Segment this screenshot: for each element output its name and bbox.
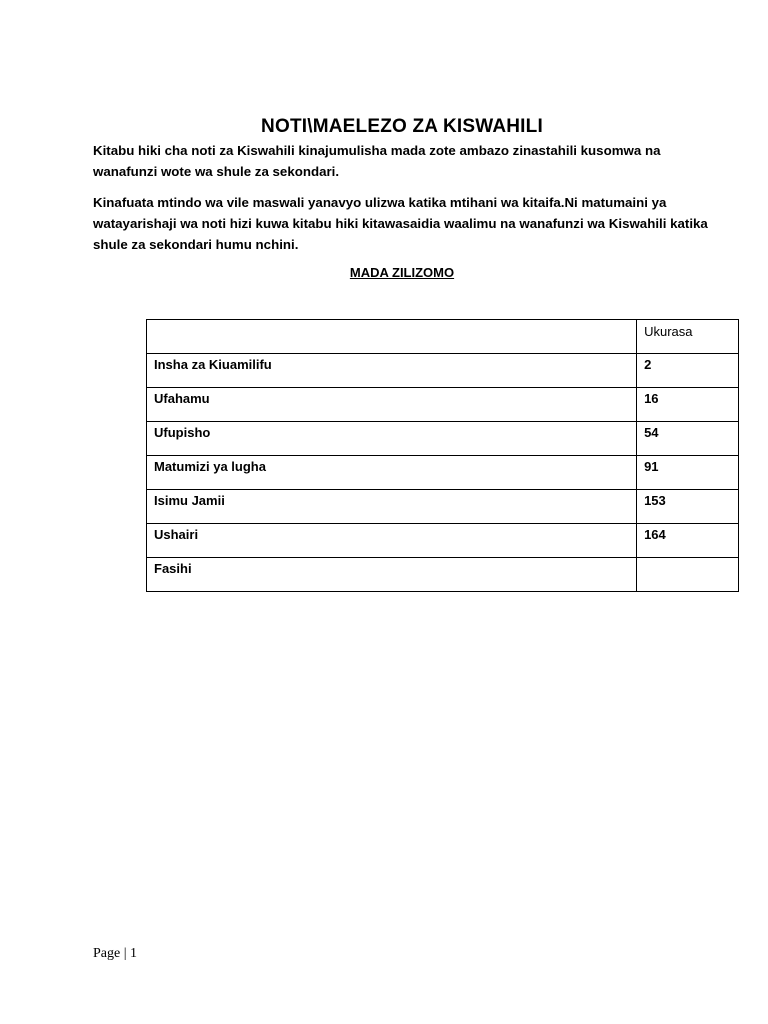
table-row [147,422,739,456]
toc-heading: MADA ZILIZOMO [349,265,455,280]
topic-cell: Isimu Jamii [147,490,637,524]
table-row [147,388,739,422]
table-row [147,524,739,558]
document-title: NOTI\MAELEZO ZA KISWAHILI [261,116,543,137]
topic-cell: Ufahamu [147,388,637,422]
topic-cell: Ushairi [147,524,637,558]
table-row [147,354,739,388]
page-column-header: Ukurasa [637,320,739,354]
table-row [147,490,739,524]
table-row [147,558,739,592]
toc-table [146,319,739,592]
page-cell [637,558,739,592]
page-cell: 16 [637,388,739,422]
topic-cell: Fasihi [147,558,637,592]
topic-cell: Ufupisho [147,422,637,456]
page-cell: 91 [637,456,739,490]
page-cell: 2 [637,354,739,388]
page-footer: Page | 1 [93,946,138,961]
topic-cell: Insha za Kiuamilifu [147,354,637,388]
description-paragraph: Kinafuata mtindo wa vile maswali yanavyo ulizwa katika mtihani wa kitaifa.Ni matumaini ya watayarishaji wa noti hizi kuwa kitabu hiki kitawasaidia waalimu na wanafunzi wa Kiswahili katika shule za sekondari humu nchini. [93,195,708,252]
table-row [147,456,739,490]
table-header-row [147,320,739,354]
topic-cell: Matumizi ya lugha [147,456,637,490]
page-cell: 54 [637,422,739,456]
page-cell: 164 [637,524,739,558]
topic-column-header [147,320,637,354]
page-cell: 153 [637,490,739,524]
intro-paragraph: Kitabu hiki cha noti za Kiswahili kinajumulisha mada zote ambazo zinastahili kusomwa na wanafunzi wote wa shule za sekondari. [93,143,661,179]
